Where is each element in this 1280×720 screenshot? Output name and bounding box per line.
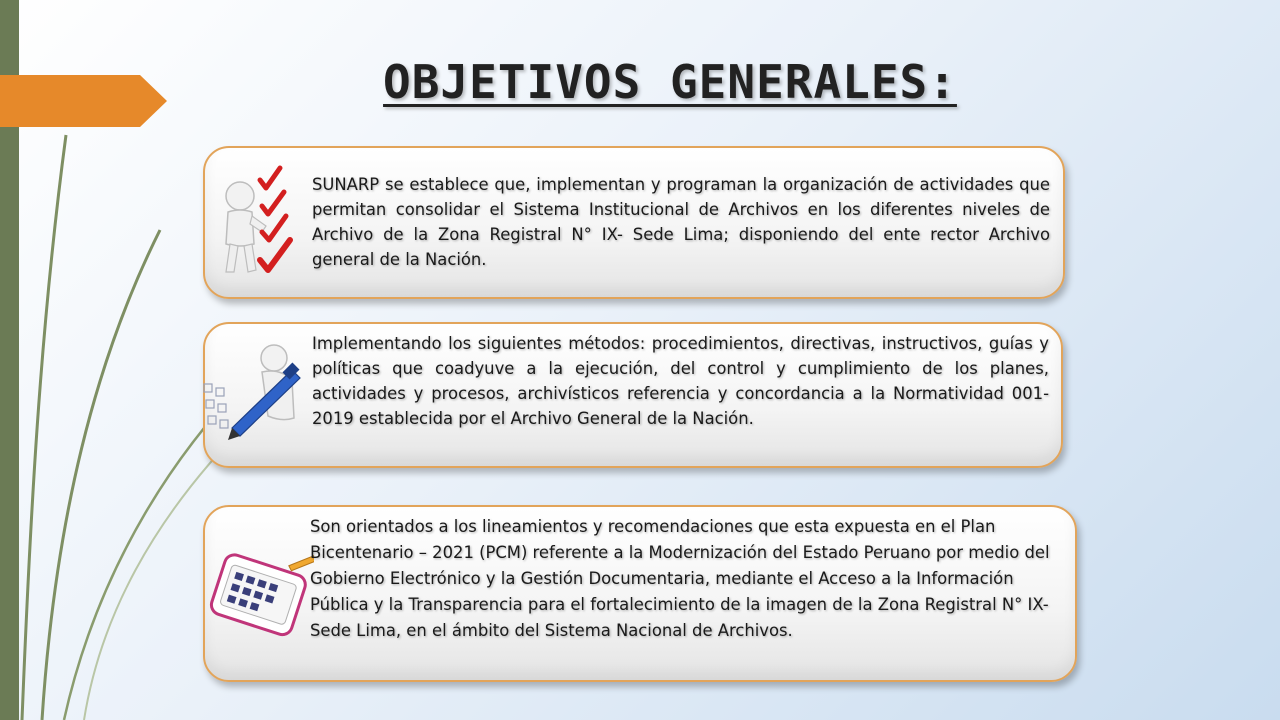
objective-text-1: SUNARP se establece que, implementan y programan la organización de actividades que permitan consolidar el Sistema Institucional de Archivos en los diferentes niveles de Archivo de la Zona Registral N° IX- Sede Lima; disponiendo del ente rector Archivo general de la Nación.: [312, 175, 1050, 269]
page-title: OBJETIVOS GENERALES:: [383, 55, 957, 109]
checklist-figure-icon: [214, 160, 304, 280]
objective-text-3: Son orientados a los lineamientos y recomendaciones que esta expuesta en el Plan Bicentenario – 2021 (PCM) referente a la Modernización del Estado Peruano por medio del Gobierno Electrónico y la Gestión Documentaria, mediante el Acceso a la Información Pública y la Transparencia para el fortalecimiento de la imagen de la Zona Registral N° IX-Sede Lima, en el ámbito del Sistema Nacional de Archivos.: [310, 517, 1050, 640]
figure-with-pen-icon: [202, 340, 312, 440]
objective-text-2: Implementando los siguientes métodos: procedimientos, directivas, instructivos, guías y políticas que coadyuve a la ejecución, del control y cumplimiento de los planes, actividades y procesos, archivísticos referencia y concordancia a la Normatividad 001- 2019 establecida por el Archivo General de la Nación.: [312, 334, 1049, 428]
clipboard-checklist-icon: [204, 548, 314, 644]
